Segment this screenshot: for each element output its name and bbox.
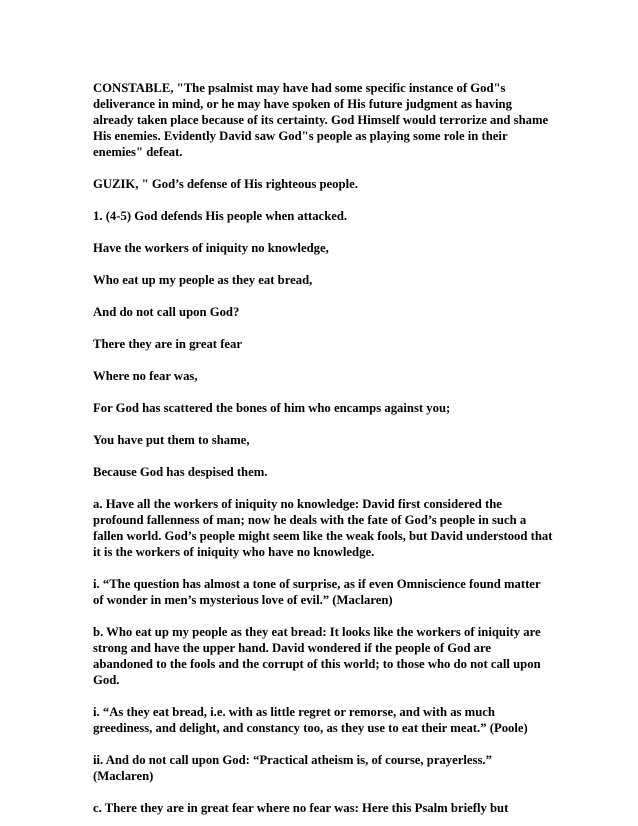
paragraph-constable-commentary: CONSTABLE, "The psalmist may have had some specific instance of God"s deliverance in mind, or he may have spoken of His future judgment as having already taken place because of its certainty. God Himself would terrorize and shame His enemies. Evidently David saw God"s people as playing some role in their enemies" defeat. — [93, 81, 549, 159]
scripture-line: Have the workers of iniquity no knowledge, — [93, 241, 329, 255]
paragraph-guzik-heading: GUZIK, " God’s defense of His righteous people. — [93, 177, 358, 191]
scripture-line: Who eat up my people as they eat bread, — [93, 273, 313, 287]
scripture-line: Because God has despised them. — [93, 465, 268, 479]
scripture-line: Where no fear was, — [93, 369, 198, 383]
paragraph-quote-maclaren-2: ii. And do not call upon God: “Practical atheism is, of course, prayerless.” (Maclaren) — [93, 753, 492, 783]
paragraph-point-c: c. There they are in great fear where no fear was: Here this Psalm briefly but — [93, 801, 509, 815]
scripture-line: There they are in great fear — [93, 337, 243, 351]
paragraph-point-a: a. Have all the workers of iniquity no knowledge: David first considered the profound fallenness of man; now he deals with the fate of God’s people in such a fallen world. God’s people might seem like the weak fools, but David understood that it is the workers of iniquity who have no knowledge. — [93, 497, 553, 559]
scripture-line: For God has scattered the bones of him who encamps against you; — [93, 401, 451, 415]
paragraph-point-b: b. Who eat up my people as they eat bread: It looks like the workers of iniquity are strong and have the upper hand. David wondered if the people of God are abandoned to the fools and the corrupt of this world; to those who do not call upon God. — [93, 625, 541, 687]
scripture-line: You have put them to shame, — [93, 433, 250, 447]
scripture-line: And do not call upon God? — [93, 305, 240, 319]
paragraph-quote-maclaren: i. “The question has almost a tone of surprise, as if even Omniscience found matter of wonder in men’s mysterious love of evil.” (Maclaren) — [93, 577, 541, 607]
document-body — [93, 80, 553, 816]
paragraph-quote-poole: i. “As they eat bread, i.e. with as little regret or remorse, and with as much greediness, and delight, and constancy too, as they use to eat their meat.” (Poole) — [93, 705, 528, 735]
paragraph-section-heading: 1. (4-5) God defends His people when attacked. — [93, 209, 348, 223]
